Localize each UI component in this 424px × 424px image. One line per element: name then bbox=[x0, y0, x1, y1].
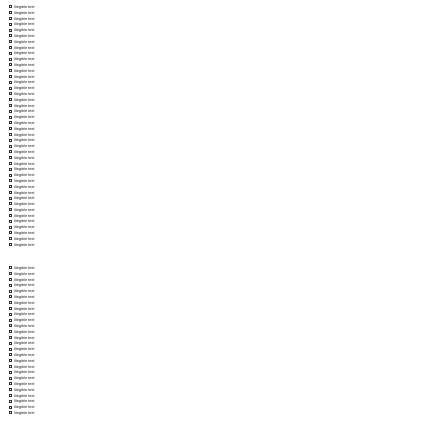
checkbox-icon bbox=[9, 185, 12, 188]
list-item-text: Illegible text bbox=[14, 189, 35, 195]
checkbox-icon bbox=[9, 243, 12, 246]
list-item-text: Illegible text bbox=[14, 236, 35, 241]
list-item-text: Illegible text bbox=[14, 282, 35, 288]
list-item-text: Illegible text bbox=[14, 154, 35, 160]
checkbox-icon bbox=[9, 313, 12, 316]
list-item-text: Illegible text bbox=[14, 56, 35, 62]
list-item-text: Illegible text bbox=[14, 102, 35, 108]
checkbox-icon bbox=[9, 202, 12, 205]
text-block-lower bbox=[9, 265, 34, 416]
list-item-text: Illegible text bbox=[14, 62, 35, 67]
checkbox-icon bbox=[9, 220, 12, 223]
checkbox-icon bbox=[9, 104, 12, 107]
checkbox-icon bbox=[9, 348, 12, 351]
list-item-text: Illegible text bbox=[14, 143, 35, 149]
checkbox-icon bbox=[9, 197, 12, 200]
checkbox-icon bbox=[9, 46, 12, 49]
checkbox-icon bbox=[9, 208, 12, 211]
list-item-text: Illegible text bbox=[14, 38, 35, 44]
checkbox-icon bbox=[9, 406, 12, 409]
list-item-text: Illegible text bbox=[14, 381, 35, 386]
list-item-text: Illegible text bbox=[14, 125, 35, 131]
text-block-upper bbox=[9, 4, 34, 247]
checkbox-icon bbox=[9, 139, 12, 142]
list-item-text: Illegible text bbox=[14, 195, 35, 201]
checkbox-icon bbox=[9, 226, 12, 229]
checkbox-icon bbox=[9, 179, 12, 182]
list-item-text: Illegible text bbox=[14, 96, 35, 102]
checkbox-icon bbox=[9, 336, 12, 339]
list-item-text: Illegible text bbox=[14, 149, 35, 154]
list-item-text: Illegible text bbox=[14, 224, 35, 230]
checkbox-icon bbox=[9, 40, 12, 43]
checkbox-icon bbox=[9, 150, 12, 153]
list-item-text: Illegible text bbox=[14, 270, 35, 276]
checkbox-icon bbox=[9, 307, 12, 310]
checkbox-icon bbox=[9, 92, 12, 95]
list-item-text: Illegible text bbox=[14, 160, 35, 166]
list-item-text: Illegible text bbox=[14, 50, 35, 56]
list-item-text: Illegible text bbox=[14, 15, 35, 21]
checkbox-icon bbox=[9, 365, 12, 368]
checkbox-icon bbox=[9, 11, 12, 14]
list-item-text: Illegible text bbox=[14, 328, 35, 334]
list-item-text: Illegible text bbox=[14, 137, 35, 143]
list-item-text: Illegible text bbox=[14, 131, 35, 137]
checkbox-icon bbox=[9, 110, 12, 113]
list-item-text: Illegible text bbox=[14, 317, 35, 323]
list-item-text: Illegible text bbox=[14, 201, 35, 206]
list-item-text: Illegible text bbox=[14, 207, 35, 212]
checkbox-icon bbox=[9, 342, 12, 345]
checkbox-icon bbox=[9, 353, 12, 356]
list-item-text: Illegible text bbox=[14, 288, 35, 294]
list-item-text: Illegible text bbox=[14, 375, 35, 381]
checkbox-icon bbox=[9, 58, 12, 61]
checkbox-icon bbox=[9, 23, 12, 26]
checkbox-icon bbox=[9, 266, 12, 269]
checkbox-icon bbox=[9, 29, 12, 32]
list-item-text: Illegible text bbox=[14, 85, 35, 91]
list-item-text: Illegible text bbox=[14, 276, 35, 282]
checkbox-icon bbox=[9, 295, 12, 298]
checkbox-icon bbox=[9, 5, 12, 8]
checkbox-icon bbox=[9, 52, 12, 55]
list-item-text: Illegible text bbox=[14, 398, 35, 404]
list-item bbox=[9, 242, 34, 248]
checkbox-icon bbox=[9, 98, 12, 101]
checkbox-icon bbox=[9, 174, 12, 177]
list-item-text: Illegible text bbox=[14, 166, 35, 172]
list-item-text: Illegible text bbox=[14, 404, 35, 410]
checkbox-icon bbox=[9, 121, 12, 124]
checkbox-icon bbox=[9, 237, 12, 240]
list-item-text: Illegible text bbox=[14, 340, 35, 346]
list-item-text: Illegible text bbox=[14, 352, 35, 357]
checkbox-icon bbox=[9, 81, 12, 84]
list-item-text: Illegible text bbox=[14, 369, 35, 375]
list-item-text: Illegible text bbox=[14, 311, 35, 317]
list-item-text: Illegible text bbox=[14, 241, 35, 247]
checkbox-icon bbox=[9, 388, 12, 391]
list-item-text: Illegible text bbox=[14, 73, 35, 79]
list-item-text: Illegible text bbox=[14, 27, 35, 33]
list-item-text: Illegible text bbox=[14, 392, 35, 398]
list-item-text: Illegible text bbox=[14, 265, 35, 270]
checkbox-icon bbox=[9, 156, 12, 159]
list-item-text: Illegible text bbox=[14, 9, 35, 15]
list-item-text: Illegible text bbox=[14, 230, 35, 235]
checkbox-icon bbox=[9, 411, 12, 414]
list-item-text: Illegible text bbox=[14, 212, 35, 218]
checkbox-icon bbox=[9, 359, 12, 362]
checkbox-icon bbox=[9, 69, 12, 72]
list-item-text: Illegible text bbox=[14, 294, 35, 299]
list-item-text: Illegible text bbox=[14, 357, 35, 363]
list-item-text: Illegible text bbox=[14, 120, 35, 125]
checkbox-icon bbox=[9, 301, 12, 304]
checkbox-icon bbox=[9, 168, 12, 171]
checkbox-icon bbox=[9, 191, 12, 194]
list-item-text: Illegible text bbox=[14, 114, 35, 120]
checkbox-icon bbox=[9, 272, 12, 275]
checkbox-icon bbox=[9, 34, 12, 37]
checkbox-icon bbox=[9, 278, 12, 281]
checkbox-icon bbox=[9, 319, 12, 322]
list-item-text: Illegible text bbox=[14, 67, 35, 73]
list-item-text: Illegible text bbox=[14, 21, 35, 27]
checkbox-icon bbox=[9, 290, 12, 293]
list-item-text: Illegible text bbox=[14, 33, 35, 38]
list-item-text: Illegible text bbox=[14, 305, 35, 311]
checkbox-icon bbox=[9, 371, 12, 374]
checkbox-icon bbox=[9, 330, 12, 333]
checkbox-icon bbox=[9, 382, 12, 385]
checkbox-icon bbox=[9, 17, 12, 20]
list-item-text: Illegible text bbox=[14, 44, 35, 50]
checkbox-icon bbox=[9, 116, 12, 119]
checkbox-icon bbox=[9, 162, 12, 165]
checkbox-icon bbox=[9, 231, 12, 234]
list-item-text: Illegible text bbox=[14, 172, 35, 178]
list-item-text: Illegible text bbox=[14, 178, 35, 183]
checkbox-icon bbox=[9, 400, 12, 403]
checkbox-icon bbox=[9, 394, 12, 397]
list-item bbox=[9, 410, 34, 416]
list-item-text: Illegible text bbox=[14, 410, 35, 415]
list-item-text: Illegible text bbox=[14, 363, 35, 369]
list-item-text: Illegible text bbox=[14, 183, 35, 189]
list-item-text: Illegible text bbox=[14, 218, 35, 224]
list-item-text: Illegible text bbox=[14, 346, 35, 352]
checkbox-icon bbox=[9, 133, 12, 136]
list-item-text: Illegible text bbox=[14, 386, 35, 392]
list-item-text: Illegible text bbox=[14, 79, 35, 85]
list-item-text: Illegible text bbox=[14, 108, 35, 114]
checkbox-icon bbox=[9, 324, 12, 327]
checkbox-icon bbox=[9, 377, 12, 380]
checkbox-icon bbox=[9, 145, 12, 148]
list-item-text: Illegible text bbox=[14, 334, 35, 340]
checkbox-icon bbox=[9, 63, 12, 66]
checkbox-icon bbox=[9, 87, 12, 90]
checkbox-icon bbox=[9, 214, 12, 217]
checkbox-icon bbox=[9, 127, 12, 130]
checkbox-icon bbox=[9, 284, 12, 287]
list-item-text: Illegible text bbox=[14, 299, 35, 305]
list-item-text: Illegible text bbox=[14, 4, 35, 9]
list-item-text: Illegible text bbox=[14, 323, 35, 328]
list-item-text: Illegible text bbox=[14, 91, 35, 96]
checkbox-icon bbox=[9, 75, 12, 78]
